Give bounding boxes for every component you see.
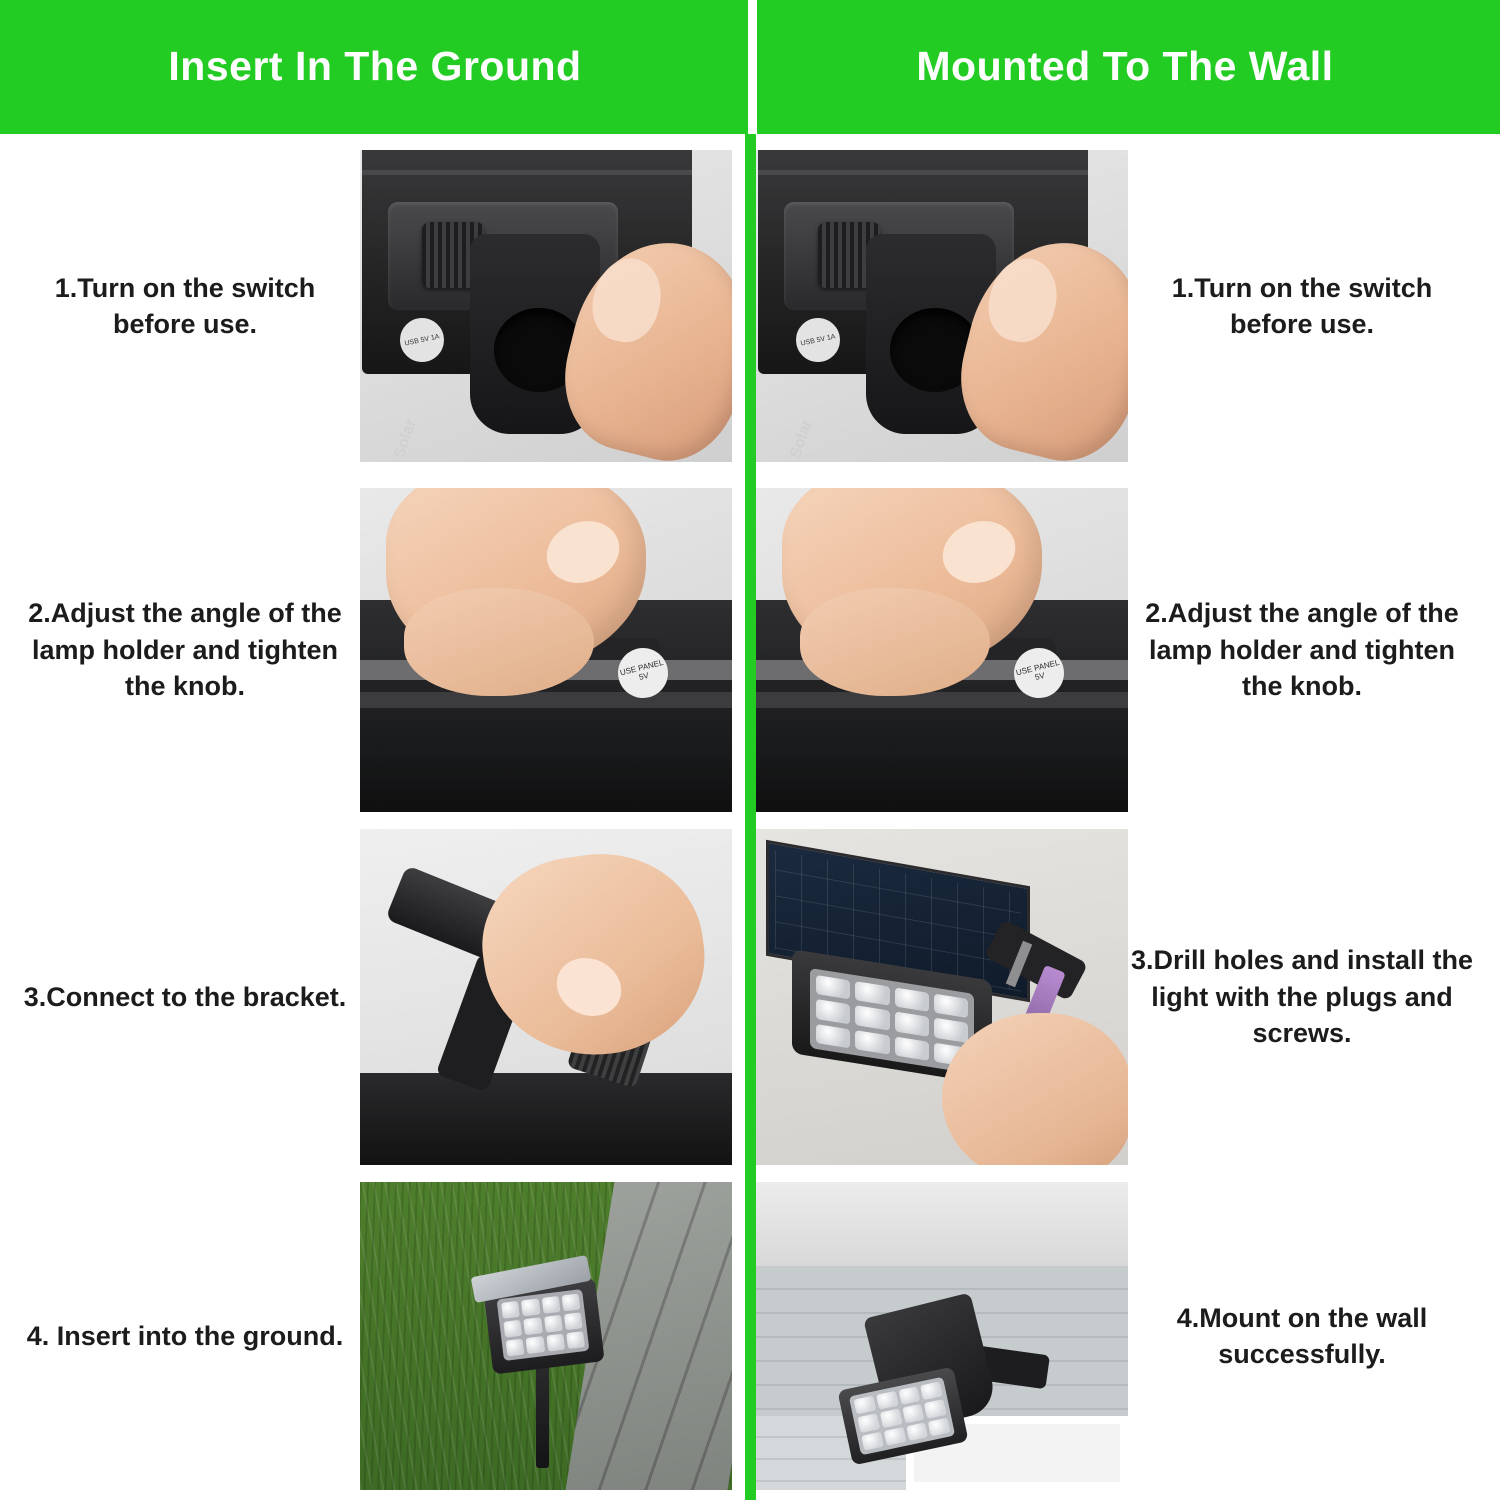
brand-text: Solar [787, 417, 816, 461]
step-row-right-3 [756, 822, 1500, 1172]
hand-finger [800, 588, 990, 696]
step-photo-left-1 [360, 150, 732, 462]
step-photo-right-1 [756, 150, 1128, 462]
step-row-right-2 [756, 478, 1500, 822]
step-text-right-3: 3.Drill holes and install the light with the plugs and screws. [1130, 945, 1474, 1049]
step-text-left-1: 1.Turn on the switch before use. [54, 272, 316, 339]
step-photo-left-3 [360, 829, 732, 1165]
step-text-left-3: 3.Connect to the bracket. [23, 981, 347, 1012]
step-row-left-3 [0, 822, 745, 1172]
step-photo-left-2 [360, 488, 732, 812]
housing-stripe-lower [360, 692, 732, 708]
housing-stripe-lower [756, 692, 1128, 708]
knob-sticker: USE PANEL 5V [1009, 643, 1070, 704]
step-photo-right-3 [756, 829, 1128, 1165]
header-cell-left [0, 0, 750, 134]
step-text-left-4: 4. Insert into the ground. [26, 1320, 344, 1351]
header-cell-right [750, 0, 1500, 134]
ground-surface [360, 1073, 732, 1165]
header-divider [748, 0, 757, 134]
instruction-grid [0, 134, 1500, 1500]
led-array [497, 1289, 590, 1361]
step-text-right-1: 1.Turn on the switch before use. [1171, 272, 1433, 339]
hand-finger [404, 588, 594, 696]
step-photo-right-2 [756, 488, 1128, 812]
step-photo-right-4 [756, 1182, 1128, 1490]
grid-gutter-1 [745, 134, 756, 478]
grid-gutter-2 [745, 478, 756, 822]
step-text-left-2: 2.Adjust the angle of the lamp holder and tighten the knob. [28, 598, 342, 702]
grid-gutter-4 [745, 1172, 756, 1500]
knob-sticker: USE PANEL 5V [613, 643, 674, 704]
ground-stake [536, 1364, 549, 1468]
step-row-right-4 [756, 1172, 1500, 1500]
header-title-left: Insert In The Ground [168, 43, 582, 90]
step-text-right-2: 2.Adjust the angle of the lamp holder and tighten the knob. [1145, 598, 1459, 702]
step-row-left-1 [0, 134, 745, 478]
step-row-left-2 [0, 478, 745, 822]
step-row-right-1 [756, 134, 1500, 478]
step-text-right-4: 4.Mount on the wall successfully. [1176, 1302, 1428, 1369]
step-photo-left-4 [360, 1182, 732, 1490]
step-row-left-4 [0, 1172, 745, 1500]
grid-gutter-3 [745, 822, 756, 1172]
roof-soffit [756, 1182, 1128, 1266]
header-title-right: Mounted To The Wall [916, 43, 1334, 90]
switch-sticker: USB 5V 1A [792, 314, 844, 366]
header-bar [0, 0, 1500, 134]
switch-sticker: USB 5V 1A [396, 314, 448, 366]
brand-text: Solar [391, 417, 420, 461]
